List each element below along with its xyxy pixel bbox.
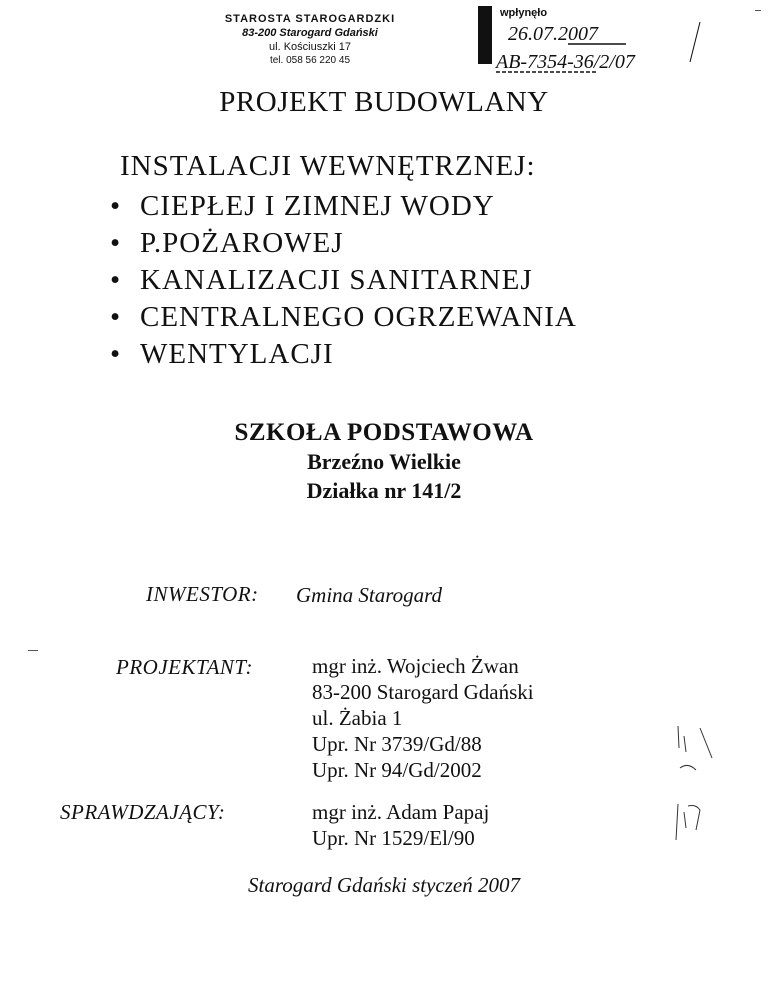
- stamp-office-phone: tel. 058 56 220 45: [269, 55, 351, 66]
- registration-stamp: [478, 0, 708, 80]
- stamp-ink-bar: [478, 6, 492, 64]
- investor-value: Gmina Starogard: [296, 583, 443, 607]
- office-stamp: [210, 12, 410, 68]
- designer-line: ul. Żabia 1: [312, 706, 403, 730]
- list-item: • CENTRALNEGO OGRZEWANIA: [110, 299, 577, 336]
- stamp-office-city: 83-200 Starogard Gdański: [242, 27, 378, 39]
- stamp-received-label: wpłynęło: [500, 7, 548, 19]
- designer-label: PROJEKTANT:: [116, 655, 253, 679]
- designer-line: mgr inż. Wojciech Żwan: [312, 654, 519, 678]
- school-block: [0, 418, 768, 505]
- checker-signature: [666, 800, 706, 846]
- list-item: • WENTYLACJI: [110, 336, 577, 373]
- designer-line: Upr. Nr 3739/Gd/88: [312, 732, 482, 756]
- investor-label: INWESTOR:: [146, 582, 259, 606]
- list-item: • KANALIZACJI SANITARNEJ: [110, 262, 577, 299]
- stamp-office-name: STAROSTA STAROGARDZKI: [224, 13, 396, 25]
- checker-details: [312, 799, 489, 851]
- list-item: • P.POŻAROWEJ: [110, 225, 577, 262]
- stamp-date: 26.07.2007: [508, 23, 598, 45]
- scan-mark: [28, 650, 38, 651]
- bullet-icon: •: [110, 264, 122, 296]
- footer-place-date: Starogard Gdański styczeń 2007: [247, 873, 520, 897]
- list-item: • CIEPŁEJ I ZIMNEJ WODY: [110, 188, 577, 225]
- school-location: Brzeźno Wielkie: [307, 449, 461, 474]
- bullet-icon: •: [110, 190, 122, 222]
- stamp-pen-stroke: [690, 22, 700, 62]
- school-plot: Działka nr 141/2: [306, 478, 462, 503]
- stamp-office-street: ul. Kościuszki 17: [269, 41, 351, 53]
- bullet-icon: •: [110, 301, 122, 333]
- installation-list: [110, 188, 577, 373]
- designer-details: [312, 653, 534, 783]
- bullet-icon: •: [110, 227, 122, 259]
- checker-label: SPRAWDZAJĄCY:: [60, 800, 226, 824]
- school-name: SZKOŁA PODSTAWOWA: [234, 419, 534, 446]
- designer-line: 83-200 Starogard Gdański: [312, 680, 534, 704]
- subject-heading: INSTALACJI WEWNĘTRZNEJ:: [120, 150, 536, 182]
- checker-line: mgr inż. Adam Papaj: [312, 800, 490, 824]
- page-title: PROJEKT BUDOWLANY: [219, 86, 549, 118]
- designer-signature: [670, 718, 720, 778]
- checker-line: Upr. Nr 1529/El/90: [312, 826, 475, 850]
- bullet-icon: •: [110, 338, 122, 370]
- scan-mark: [755, 10, 761, 11]
- stamp-number: AB-7354-36/2/07: [496, 51, 635, 73]
- designer-line: Upr. Nr 94/Gd/2002: [312, 758, 482, 782]
